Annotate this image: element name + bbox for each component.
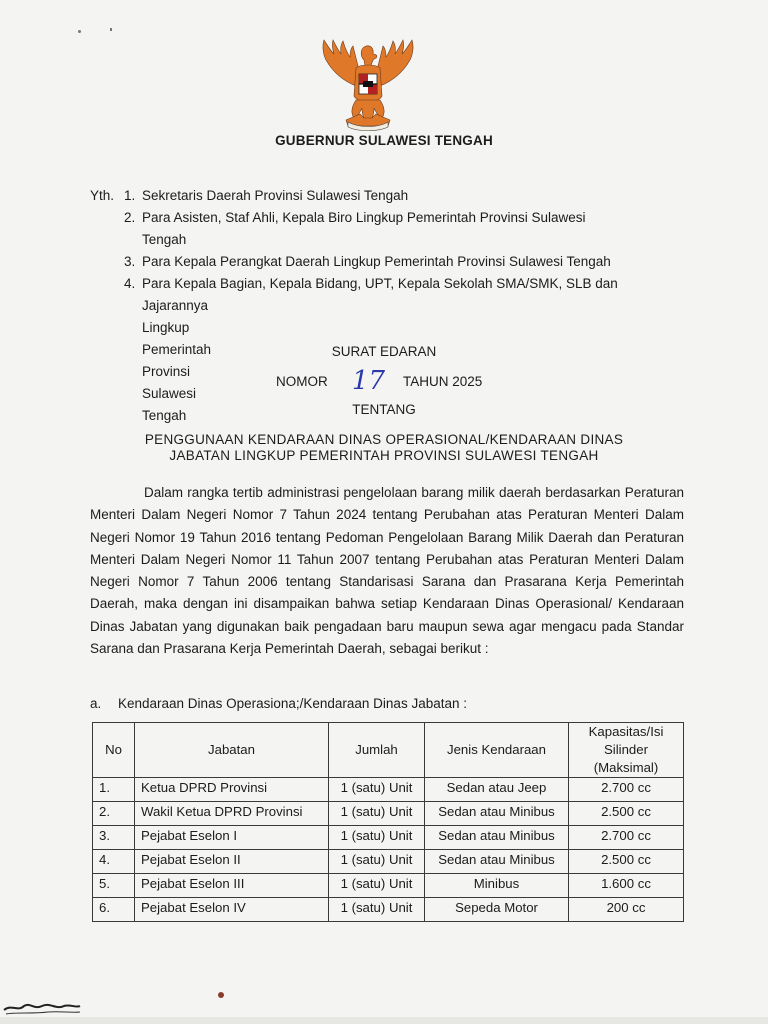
cell-no: 1. xyxy=(93,778,135,802)
cell-kapasitas: 1.600 cc xyxy=(569,874,684,898)
letter-type: SURAT EDARAN xyxy=(331,344,437,359)
ink-smudge-icon xyxy=(2,996,82,1018)
page-bottom-edge xyxy=(0,1017,768,1024)
addressee-text: Jajarannya Lingkup Pemerintah Provinsi Sulawesi Tengah xyxy=(142,298,212,423)
col-header-kapasitas xyxy=(569,723,684,778)
scan-speck xyxy=(78,30,81,33)
kapasitas-line: Kapasitas/Isi xyxy=(588,724,664,739)
table-row xyxy=(93,874,684,898)
subject-line-2: JABATAN LINGKUP PEMERINTAH PROVINSI SULAWESI TENGAH xyxy=(169,448,599,463)
col-header-no: No xyxy=(93,723,135,778)
cell-jabatan: Pejabat Eselon IV xyxy=(135,898,329,922)
kapasitas-line: Silinder xyxy=(604,742,648,757)
section-letter: a. xyxy=(90,696,102,711)
cell-jenis: Sepeda Motor xyxy=(425,898,569,922)
vehicle-standard-table xyxy=(92,722,684,922)
year-label: TAHUN 2025 xyxy=(403,374,483,389)
addressee-label: Yth. xyxy=(90,188,115,203)
scan-speck xyxy=(110,28,112,31)
cell-kapasitas: 2.500 cc xyxy=(569,802,684,826)
nomor-label: NOMOR xyxy=(276,374,328,389)
cell-kapasitas: 2.700 cc xyxy=(569,778,684,802)
list-number: 2. xyxy=(124,210,136,225)
table-row xyxy=(93,898,684,922)
cell-jabatan: Pejabat Eselon I xyxy=(135,826,329,850)
cell-no: 5. xyxy=(93,874,135,898)
cell-jabatan: Pejabat Eselon II xyxy=(135,850,329,874)
ink-dot xyxy=(218,992,224,998)
cell-jumlah: 1 (satu) Unit xyxy=(329,802,425,826)
cell-jenis: Sedan atau Minibus xyxy=(425,850,569,874)
cell-kapasitas: 2.500 cc xyxy=(569,850,684,874)
col-header-jabatan: Jabatan xyxy=(135,723,329,778)
addressee-text: Tengah xyxy=(142,232,187,247)
addressee-text: Para Kepala Bagian, Kepala Bidang, UPT, Kepala Sekolah SMA/SMK, SLB dan xyxy=(142,276,618,291)
cell-kapasitas: 2.700 cc xyxy=(569,826,684,850)
handwritten-number: 17 xyxy=(352,366,386,396)
addressee-text: Para Asisten, Staf Ahli, Kepala Biro Lingkup Pemerintah Provinsi Sulawesi xyxy=(142,210,586,225)
table-row xyxy=(93,826,684,850)
cell-kapasitas: 200 cc xyxy=(569,898,684,922)
cell-no: 6. xyxy=(93,898,135,922)
cell-jenis: Sedan atau Minibus xyxy=(425,826,569,850)
col-header-jenis: Jenis Kendaraan xyxy=(425,723,569,778)
kapasitas-line: (Maksimal) xyxy=(593,760,659,775)
cell-jenis: Sedan atau Jeep xyxy=(425,778,569,802)
cell-jabatan: Wakil Ketua DPRD Provinsi xyxy=(135,802,329,826)
cell-jumlah: 1 (satu) Unit xyxy=(329,850,425,874)
cell-jabatan: Pejabat Eselon III xyxy=(135,874,329,898)
addressee-text: Sekretaris Daerah Provinsi Sulawesi Tengah xyxy=(142,188,409,203)
cell-no: 4. xyxy=(93,850,135,874)
cell-no: 3. xyxy=(93,826,135,850)
cell-no: 2. xyxy=(93,802,135,826)
table-row xyxy=(93,778,684,802)
governor-title: GUBERNUR SULAWESI TENGAH xyxy=(275,133,493,148)
garuda-emblem-icon xyxy=(316,34,420,134)
table-row xyxy=(93,802,684,826)
cell-jabatan: Ketua DPRD Provinsi xyxy=(135,778,329,802)
list-number: 3. xyxy=(124,254,136,269)
table-header-row xyxy=(93,723,684,778)
body-paragraph: Dalam rangka tertib administrasi pengelolaan barang milik daerah berdasarkan Peraturan Menteri Dalam Negeri Nomor 7 Tahun 2024 tentang Perubahan atas Peraturan Menteri Dalam Negeri Nomor 19 Tahun 2016 tentang Pedoman Pengelolaan Barang Milik Daerah dan Peraturan Menteri Dalam Negeri Nomor 11 Tahun 2007 tentang Perubahan atas Peraturan Menteri Dalam Negeri Nomor 7 Tahun 2006 tentang Standarisasi Sarana dan Prasarana Kerja Pemerintah Daerah, maka dengan ini disampaikan bahwa setiap Kendaraan Dinas Operasional/ Kendaraan Dinas Jabatan yang digunakan baik pengadaan baru maupun sewa agar mengacu pada Standar Sarana dan Prasarana Kerja Pemerintah Daerah, sebagai berikut : xyxy=(90,485,684,657)
cell-jumlah: 1 (satu) Unit xyxy=(329,826,425,850)
cell-jenis: Minibus xyxy=(425,874,569,898)
list-number: 1. xyxy=(124,188,136,203)
table-row xyxy=(93,850,684,874)
list-number: 4. xyxy=(124,276,136,291)
cell-jumlah: 1 (satu) Unit xyxy=(329,898,425,922)
cell-jumlah: 1 (satu) Unit xyxy=(329,874,425,898)
tentang-label: TENTANG xyxy=(352,402,416,417)
subject-line-1: PENGGUNAAN KENDARAAN DINAS OPERASIONAL/KENDARAAN DINAS xyxy=(144,432,624,447)
addressee-text: Para Kepala Perangkat Daerah Lingkup Pemerintah Provinsi Sulawesi Tengah xyxy=(142,254,611,269)
col-header-jumlah: Jumlah xyxy=(329,723,425,778)
cell-jenis: Sedan atau Minibus xyxy=(425,802,569,826)
cell-jumlah: 1 (satu) Unit xyxy=(329,778,425,802)
section-title: Kendaraan Dinas Operasiona;/Kendaraan Dinas Jabatan : xyxy=(118,696,467,711)
